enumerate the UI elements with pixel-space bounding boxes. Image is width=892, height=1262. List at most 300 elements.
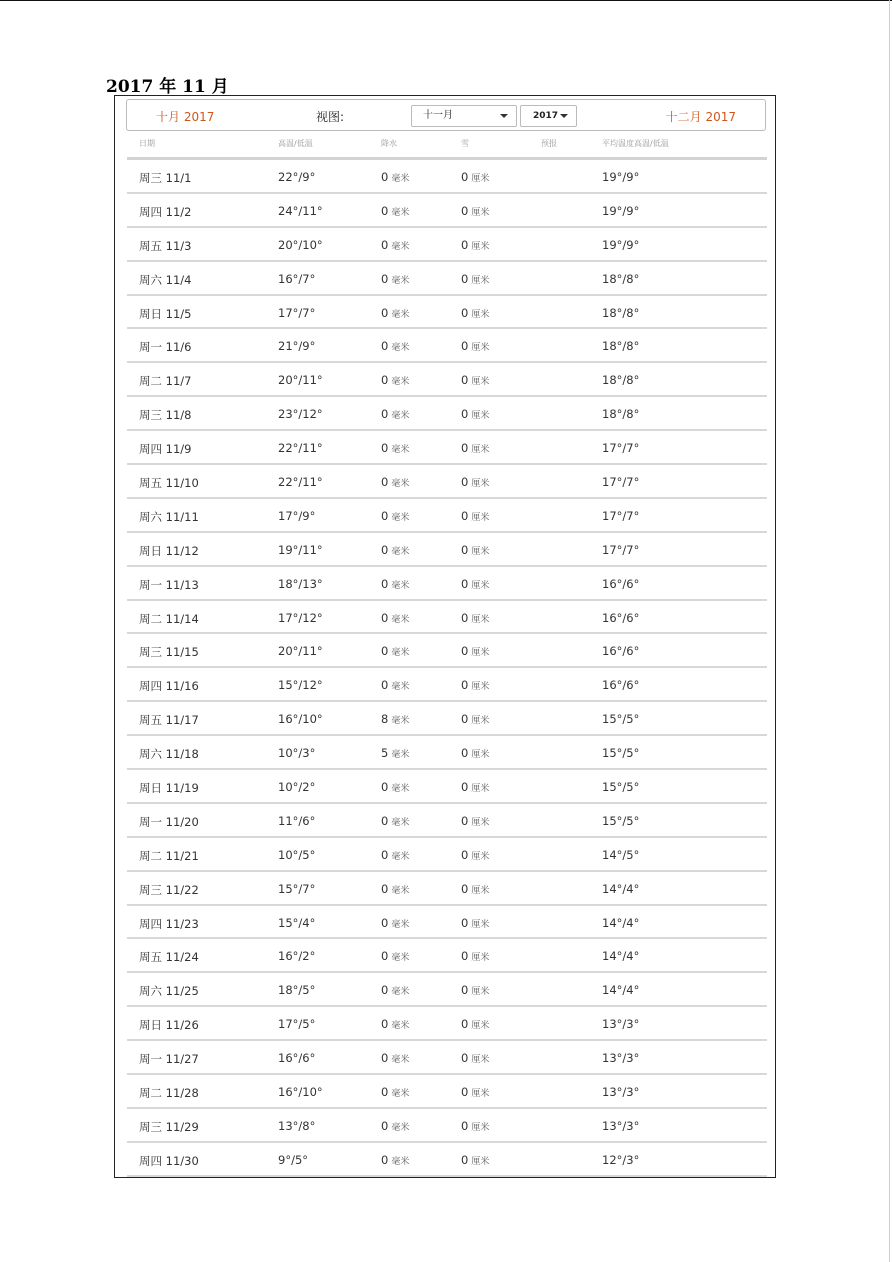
- table-row: [127, 973, 767, 1007]
- snow-unit: 厘米: [471, 174, 490, 184]
- row-date: 周一 11/27: [139, 1052, 199, 1067]
- precip-unit: 毫米: [391, 1089, 410, 1100]
- snow-value: 0: [461, 1118, 469, 1133]
- row-date: 周日 11/12: [139, 543, 199, 558]
- snow-unit: 厘米: [471, 479, 490, 490]
- table-row: [127, 1075, 767, 1109]
- precip-value: 0: [381, 407, 389, 422]
- row-date: 周三 11/8: [139, 408, 192, 423]
- row-precip: [381, 1051, 409, 1065]
- table-row: [127, 702, 767, 736]
- row-date: 周四 11/9: [139, 442, 192, 457]
- row-snow: [461, 814, 489, 828]
- row-snow: [461, 746, 489, 760]
- row-snow: [461, 339, 489, 353]
- precip-value: 0: [381, 203, 389, 218]
- row-avg-temp: 17°/7°: [602, 508, 640, 523]
- snow-unit: 厘米: [471, 682, 490, 693]
- table-row: [127, 194, 767, 228]
- precip-value: 0: [381, 915, 389, 930]
- row-date: 周三 11/22: [139, 882, 199, 897]
- row-date: 周一 11/13: [139, 577, 199, 592]
- precip-value: 0: [381, 576, 389, 591]
- row-high-low: 18°/5°: [278, 983, 316, 998]
- precip-unit: 毫米: [391, 309, 410, 320]
- snow-value: 0: [461, 983, 469, 998]
- row-avg-temp: 13°/3°: [602, 1017, 640, 1032]
- row-precip: [381, 814, 409, 828]
- table-header: [127, 138, 767, 152]
- row-snow: [461, 949, 489, 963]
- row-date: 周日 11/19: [139, 781, 199, 796]
- precip-unit: 毫米: [391, 919, 410, 930]
- row-date: 周六 11/4: [139, 272, 192, 287]
- precip-value: 0: [381, 949, 389, 964]
- snow-value: 0: [461, 1017, 469, 1032]
- precip-value: 0: [381, 1017, 389, 1032]
- table-row: [127, 262, 767, 296]
- row-snow: [461, 577, 489, 591]
- row-date: 周一 11/6: [139, 340, 192, 355]
- row-precip: [381, 916, 409, 930]
- row-avg-temp: 19°/9°: [602, 170, 640, 184]
- precip-value: 0: [381, 881, 389, 896]
- row-high-low: 10°/2°: [278, 780, 316, 795]
- snow-value: 0: [461, 746, 469, 761]
- row-snow: [461, 1051, 489, 1065]
- row-date: 周五 11/3: [139, 238, 192, 253]
- row-snow: [461, 848, 489, 862]
- row-precip: [381, 339, 409, 353]
- row-date: 周四 11/23: [139, 916, 199, 931]
- row-precip: [381, 678, 409, 692]
- row-high-low: 13°/8°: [278, 1118, 316, 1133]
- precip-value: 0: [381, 170, 389, 184]
- row-precip: [381, 1085, 409, 1099]
- row-precip: [381, 746, 409, 760]
- snow-unit: 厘米: [471, 1122, 490, 1133]
- table-row: [127, 736, 767, 770]
- row-avg-temp: 17°/7°: [602, 475, 640, 490]
- month-select-value: 十一月: [423, 110, 453, 121]
- precip-unit: 毫米: [391, 1055, 410, 1066]
- row-snow: [461, 1017, 489, 1031]
- snow-value: 0: [461, 949, 469, 964]
- row-snow: [461, 1153, 489, 1167]
- snow-value: 0: [461, 441, 469, 456]
- table-row: [127, 601, 767, 635]
- precip-value: 0: [381, 610, 389, 625]
- snow-value: 0: [461, 203, 469, 218]
- month-navbar: [126, 99, 766, 131]
- year-select-value: 2017: [533, 111, 559, 121]
- snow-unit: 厘米: [471, 377, 490, 388]
- row-date: 周五 11/24: [139, 950, 199, 965]
- chevron-down-icon: [500, 114, 508, 118]
- precip-value: 0: [381, 1085, 389, 1100]
- row-snow: [461, 882, 489, 896]
- snow-value: 0: [461, 305, 469, 320]
- snow-value: 0: [461, 1152, 469, 1167]
- row-date: 周四 11/30: [139, 1153, 199, 1168]
- row-avg-temp: 17°/7°: [602, 441, 640, 456]
- table-row: [127, 160, 767, 194]
- table-row: [127, 363, 767, 397]
- snow-unit: 厘米: [471, 1021, 490, 1032]
- row-snow: [461, 644, 489, 658]
- row-snow: [461, 373, 489, 387]
- precip-unit: 毫米: [391, 648, 410, 659]
- snow-value: 0: [461, 644, 469, 659]
- precip-value: 0: [381, 1152, 389, 1167]
- snow-unit: 厘米: [471, 851, 490, 862]
- snow-unit: 厘米: [471, 953, 490, 964]
- row-high-low: 24°/11°: [278, 203, 323, 218]
- row-precip: [381, 475, 409, 489]
- row-date: 周五 11/17: [139, 713, 199, 728]
- row-precip: [381, 238, 409, 252]
- row-high-low: 16°/10°: [278, 712, 323, 727]
- row-high-low: 11°/6°: [278, 813, 316, 828]
- row-high-low: 17°/5°: [278, 1017, 316, 1032]
- row-date: 周一 11/20: [139, 814, 199, 829]
- row-avg-temp: 19°/9°: [602, 237, 640, 252]
- table-row: [127, 939, 767, 973]
- snow-value: 0: [461, 610, 469, 625]
- row-precip: [381, 712, 409, 726]
- precip-unit: 毫米: [391, 987, 410, 998]
- row-precip: [381, 611, 409, 625]
- year-select[interactable]: [520, 105, 577, 127]
- precip-unit: 毫米: [391, 207, 410, 218]
- row-avg-temp: 14°/4°: [602, 915, 640, 930]
- table-row: [127, 397, 767, 431]
- precip-unit: 毫米: [391, 614, 410, 625]
- row-high-low: 16°/6°: [278, 1051, 316, 1066]
- row-precip: [381, 882, 409, 896]
- row-date: 周五 11/10: [139, 476, 199, 491]
- snow-value: 0: [461, 813, 469, 828]
- precip-unit: 毫米: [391, 479, 410, 490]
- precip-value: 0: [381, 237, 389, 252]
- row-high-low: 20°/10°: [278, 237, 323, 252]
- row-avg-temp: 13°/3°: [602, 1051, 640, 1066]
- header-precip: 降水: [381, 139, 397, 148]
- row-date: 周二 11/7: [139, 374, 192, 389]
- snow-unit: 厘米: [471, 1089, 490, 1100]
- precip-unit: 毫米: [391, 275, 410, 286]
- row-high-low: 10°/5°: [278, 847, 316, 862]
- snow-unit: 厘米: [471, 1156, 490, 1167]
- table-row: [127, 872, 767, 906]
- table-row: [127, 838, 767, 872]
- row-date: 周二 11/21: [139, 848, 199, 863]
- snow-unit: 厘米: [471, 817, 490, 828]
- precip-value: 0: [381, 983, 389, 998]
- row-snow: [461, 678, 489, 692]
- table-row: [127, 296, 767, 330]
- snow-unit: 厘米: [471, 784, 490, 795]
- table-row: [127, 228, 767, 262]
- precip-unit: 毫米: [391, 953, 410, 964]
- row-high-low: 17°/9°: [278, 508, 316, 523]
- row-high-low: 22°/11°: [278, 441, 323, 456]
- snow-unit: 厘米: [471, 241, 490, 252]
- precip-unit: 毫米: [391, 682, 410, 693]
- row-avg-temp: 14°/4°: [602, 881, 640, 896]
- row-date: 周六 11/11: [139, 509, 199, 524]
- row-avg-temp: 18°/8°: [602, 339, 640, 354]
- precip-value: 0: [381, 271, 389, 286]
- top-rule: [0, 0, 892, 1]
- precip-value: 5: [381, 746, 389, 761]
- page-title: 2017 年 11 月: [106, 77, 229, 97]
- row-precip: [381, 983, 409, 997]
- table-row: [127, 533, 767, 567]
- snow-unit: 厘米: [471, 1055, 490, 1066]
- snow-value: 0: [461, 407, 469, 422]
- table-row: [127, 567, 767, 601]
- precip-value: 0: [381, 373, 389, 388]
- row-precip: [381, 577, 409, 591]
- row-high-low: 20°/11°: [278, 644, 323, 659]
- row-snow: [461, 407, 489, 421]
- row-precip: [381, 848, 409, 862]
- prev-month-link[interactable]: 十月 2017: [156, 110, 215, 124]
- snow-value: 0: [461, 915, 469, 930]
- row-date: 周四 11/16: [139, 679, 199, 694]
- table-row: [127, 906, 767, 940]
- view-label: 视图:: [316, 110, 345, 124]
- row-precip: [381, 306, 409, 320]
- next-month-link[interactable]: 十二月 2017: [665, 110, 736, 124]
- row-date: 周二 11/28: [139, 1086, 199, 1101]
- row-high-low: 22°/11°: [278, 475, 323, 490]
- row-high-low: 16°/2°: [278, 949, 316, 964]
- row-high-low: 22°/9°: [278, 170, 316, 184]
- snow-unit: 厘米: [471, 512, 490, 523]
- row-date: 周日 11/5: [139, 306, 192, 321]
- row-date: 周六 11/18: [139, 747, 199, 762]
- row-avg-temp: 14°/5°: [602, 847, 640, 862]
- row-precip: [381, 170, 409, 184]
- row-avg-temp: 18°/8°: [602, 373, 640, 388]
- snow-unit: 厘米: [471, 207, 490, 218]
- row-high-low: 21°/9°: [278, 339, 316, 354]
- precip-unit: 毫米: [391, 343, 410, 354]
- header-forecast: 预报: [541, 139, 557, 148]
- row-precip: [381, 373, 409, 387]
- snow-unit: 厘米: [471, 546, 490, 557]
- right-edge-rule: [889, 0, 890, 1262]
- row-precip: [381, 272, 409, 286]
- row-snow: [461, 272, 489, 286]
- precip-value: 0: [381, 542, 389, 557]
- row-high-low: 19°/11°: [278, 542, 323, 557]
- row-avg-temp: 18°/8°: [602, 305, 640, 320]
- precip-unit: 毫米: [391, 750, 410, 761]
- row-high-low: 9°/5°: [278, 1152, 309, 1167]
- row-avg-temp: 16°/6°: [602, 644, 640, 659]
- row-high-low: 15°/4°: [278, 915, 316, 930]
- row-avg-temp: 18°/8°: [602, 407, 640, 422]
- row-date: 周三 11/15: [139, 645, 199, 660]
- row-precip: [381, 407, 409, 421]
- precip-unit: 毫米: [391, 546, 410, 557]
- row-avg-temp: 14°/4°: [602, 983, 640, 998]
- row-precip: [381, 1153, 409, 1167]
- row-date: 周日 11/26: [139, 1018, 199, 1033]
- precip-value: 8: [381, 712, 389, 727]
- snow-value: 0: [461, 170, 469, 184]
- table-row: [127, 634, 767, 668]
- row-snow: [461, 712, 489, 726]
- snow-unit: 厘米: [471, 343, 490, 354]
- row-avg-temp: 14°/4°: [602, 949, 640, 964]
- precip-value: 0: [381, 305, 389, 320]
- row-avg-temp: 13°/3°: [602, 1118, 640, 1133]
- table-row: [127, 1041, 767, 1075]
- row-snow: [461, 475, 489, 489]
- row-high-low: 18°/13°: [278, 576, 323, 591]
- snow-value: 0: [461, 373, 469, 388]
- row-avg-temp: 18°/8°: [602, 271, 640, 286]
- row-snow: [461, 306, 489, 320]
- snow-unit: 厘米: [471, 614, 490, 625]
- weather-table-body: [127, 160, 767, 1177]
- header-snow: 雪: [461, 139, 469, 148]
- row-snow: [461, 204, 489, 218]
- row-high-low: 17°/7°: [278, 305, 316, 320]
- row-snow: [461, 238, 489, 252]
- table-row: [127, 1109, 767, 1143]
- precip-value: 0: [381, 441, 389, 456]
- row-precip: [381, 1119, 409, 1133]
- precip-unit: 毫米: [391, 445, 410, 456]
- row-date: 周六 11/25: [139, 984, 199, 999]
- precip-unit: 毫米: [391, 174, 410, 184]
- snow-value: 0: [461, 576, 469, 591]
- snow-value: 0: [461, 678, 469, 693]
- header-temp: 高温/低温: [278, 139, 313, 148]
- precip-unit: 毫米: [391, 241, 410, 252]
- table-row: [127, 1007, 767, 1041]
- snow-unit: 厘米: [471, 987, 490, 998]
- row-date: 周二 11/14: [139, 611, 199, 626]
- snow-unit: 厘米: [471, 275, 490, 286]
- row-avg-temp: 13°/3°: [602, 1085, 640, 1100]
- row-avg-temp: 16°/6°: [602, 610, 640, 625]
- precip-value: 0: [381, 1118, 389, 1133]
- row-precip: [381, 1017, 409, 1031]
- row-high-low: 23°/12°: [278, 407, 323, 422]
- row-snow: [461, 780, 489, 794]
- precip-unit: 毫米: [391, 411, 410, 422]
- precip-value: 0: [381, 644, 389, 659]
- row-snow: [461, 1085, 489, 1099]
- snow-value: 0: [461, 712, 469, 727]
- row-snow: [461, 509, 489, 523]
- precip-unit: 毫米: [391, 580, 410, 591]
- row-high-low: 10°/3°: [278, 746, 316, 761]
- precip-value: 0: [381, 780, 389, 795]
- snow-value: 0: [461, 881, 469, 896]
- row-avg-temp: 16°/6°: [602, 678, 640, 693]
- row-high-low: 15°/12°: [278, 678, 323, 693]
- table-row: [127, 329, 767, 363]
- table-row: [127, 465, 767, 499]
- chevron-down-icon: [560, 114, 568, 118]
- snow-value: 0: [461, 1051, 469, 1066]
- row-avg-temp: 12°/3°: [602, 1152, 640, 1167]
- snow-unit: 厘米: [471, 919, 490, 930]
- precip-value: 0: [381, 847, 389, 862]
- snow-value: 0: [461, 780, 469, 795]
- precip-value: 0: [381, 1051, 389, 1066]
- row-high-low: 16°/7°: [278, 271, 316, 286]
- snow-unit: 厘米: [471, 580, 490, 591]
- table-row: [127, 1143, 767, 1177]
- month-select[interactable]: [411, 105, 517, 127]
- row-high-low: 20°/11°: [278, 373, 323, 388]
- snow-value: 0: [461, 271, 469, 286]
- row-snow: [461, 441, 489, 455]
- table-row: [127, 668, 767, 702]
- table-row: [127, 499, 767, 533]
- row-precip: [381, 509, 409, 523]
- row-snow: [461, 543, 489, 557]
- snow-value: 0: [461, 475, 469, 490]
- snow-value: 0: [461, 1085, 469, 1100]
- row-precip: [381, 644, 409, 658]
- row-avg-temp: 15°/5°: [602, 712, 640, 727]
- row-snow: [461, 1119, 489, 1133]
- snow-unit: 厘米: [471, 445, 490, 456]
- precip-unit: 毫米: [391, 817, 410, 828]
- snow-value: 0: [461, 237, 469, 252]
- row-avg-temp: 19°/9°: [602, 203, 640, 218]
- precip-unit: 毫米: [391, 851, 410, 862]
- calendar-frame: [114, 95, 776, 1178]
- row-precip: [381, 780, 409, 794]
- row-snow: [461, 983, 489, 997]
- precip-value: 0: [381, 508, 389, 523]
- table-row: [127, 431, 767, 465]
- precip-value: 0: [381, 339, 389, 354]
- precip-value: 0: [381, 813, 389, 828]
- row-high-low: 16°/10°: [278, 1085, 323, 1100]
- precip-unit: 毫米: [391, 1122, 410, 1133]
- header-date: 日期: [139, 139, 155, 148]
- precip-unit: 毫米: [391, 885, 410, 896]
- row-precip: [381, 543, 409, 557]
- snow-value: 0: [461, 339, 469, 354]
- header-avg-temp: 平均温度高温/低温: [602, 139, 669, 148]
- snow-value: 0: [461, 847, 469, 862]
- table-row: [127, 770, 767, 804]
- snow-unit: 厘米: [471, 411, 490, 422]
- row-precip: [381, 949, 409, 963]
- row-avg-temp: 15°/5°: [602, 780, 640, 795]
- row-date: 周三 11/29: [139, 1119, 199, 1134]
- row-precip: [381, 204, 409, 218]
- precip-unit: 毫米: [391, 1156, 410, 1167]
- snow-unit: 厘米: [471, 648, 490, 659]
- snow-value: 0: [461, 542, 469, 557]
- row-precip: [381, 441, 409, 455]
- precip-unit: 毫米: [391, 377, 410, 388]
- snow-value: 0: [461, 508, 469, 523]
